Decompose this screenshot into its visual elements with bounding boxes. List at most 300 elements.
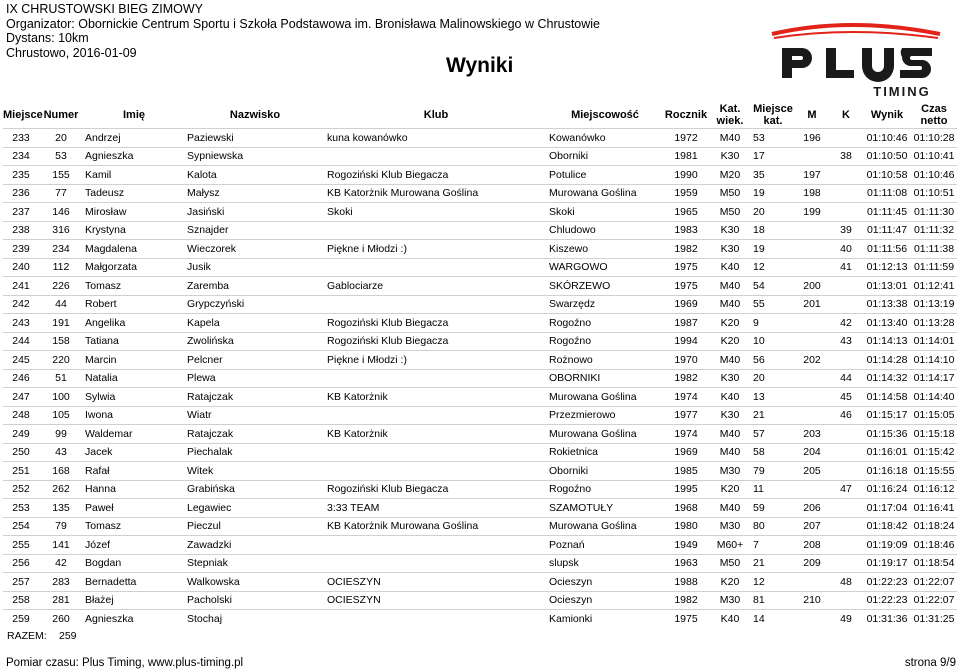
cell-place: 245 — [3, 351, 39, 370]
footer-page-number: strona 9/9 — [904, 657, 956, 669]
cell-city: Murowana Goślina — [547, 517, 663, 536]
cell-men-place — [795, 369, 829, 388]
cell-place: 233 — [3, 129, 39, 148]
cell-result: 01:16:01 — [863, 443, 911, 462]
table-row — [3, 425, 957, 444]
cell-age-category: M50 — [709, 554, 751, 573]
cell-result: 01:11:08 — [863, 184, 911, 203]
cell-club: KB Katorżnik Murowana Goślina — [325, 184, 547, 203]
cell-net-time: 01:15:05 — [911, 406, 957, 425]
cell-category-place: 14 — [751, 610, 795, 628]
cell-number: 44 — [39, 295, 83, 314]
cell-club: OCIESZYN — [325, 591, 547, 610]
cell-age-category: M50 — [709, 203, 751, 222]
table-row — [3, 462, 957, 481]
cell-category-place: 19 — [751, 240, 795, 259]
cell-firstname: Rafał — [83, 462, 185, 481]
cell-firstname: Natalia — [83, 369, 185, 388]
cell-men-place — [795, 314, 829, 333]
col-firstname: Imię — [122, 108, 145, 121]
cell-city: Murowana Goślina — [547, 388, 663, 407]
cell-men-place — [795, 240, 829, 259]
cell-women-place: 44 — [829, 369, 863, 388]
cell-club — [325, 369, 547, 388]
cell-lastname: Grypczyński — [185, 295, 325, 314]
cell-result: 01:16:18 — [863, 462, 911, 481]
cell-city: Rogoźno — [547, 332, 663, 351]
cell-club — [325, 295, 547, 314]
cell-category-place: 54 — [751, 277, 795, 296]
cell-club: KB Katorżnik Murowana Goślina — [325, 517, 547, 536]
cell-category-place: 57 — [751, 425, 795, 444]
cell-age-category: M60+ — [709, 536, 751, 555]
cell-club — [325, 406, 547, 425]
cell-firstname: Małgorzata — [83, 258, 185, 277]
cell-city: Kowanówko — [547, 129, 663, 148]
table-row — [3, 591, 957, 610]
cell-category-place: 17 — [751, 147, 795, 166]
cell-place: 255 — [3, 536, 39, 555]
cell-age-category: K30 — [709, 147, 751, 166]
cell-result: 01:11:45 — [863, 203, 911, 222]
cell-club: Gablociarze — [325, 277, 547, 296]
cell-men-place — [795, 147, 829, 166]
cell-firstname: Sylwia — [83, 388, 185, 407]
cell-place: 241 — [3, 277, 39, 296]
cell-result: 01:14:58 — [863, 388, 911, 407]
cell-result: 01:19:17 — [863, 554, 911, 573]
table-header-row — [3, 101, 957, 129]
cell-result: 01:13:40 — [863, 314, 911, 333]
cell-lastname: Witek — [185, 462, 325, 481]
cell-women-place: 48 — [829, 573, 863, 592]
cell-year: 1980 — [663, 517, 709, 536]
cell-firstname: Marcin — [83, 351, 185, 370]
cell-result: 01:18:42 — [863, 517, 911, 536]
cell-firstname: Tomasz — [83, 517, 185, 536]
cell-firstname: Bernadetta — [83, 573, 185, 592]
cell-city: Kiszewo — [547, 240, 663, 259]
cell-club: Rogoziński Klub Biegacza — [325, 332, 547, 351]
cell-net-time: 01:15:42 — [911, 443, 957, 462]
cell-year: 1974 — [663, 425, 709, 444]
cell-city: Rogoźno — [547, 314, 663, 333]
cell-lastname: Ratajczak — [185, 388, 325, 407]
col-number: Numer — [43, 108, 79, 121]
cell-place: 251 — [3, 462, 39, 481]
cell-city: Rokietnica — [547, 443, 663, 462]
cell-age-category: K20 — [709, 480, 751, 499]
cell-number: 158 — [39, 332, 83, 351]
cell-category-place: 20 — [751, 369, 795, 388]
cell-women-place: 46 — [829, 406, 863, 425]
cell-age-category: K30 — [709, 369, 751, 388]
cell-year: 1987 — [663, 314, 709, 333]
cell-firstname: Paweł — [83, 499, 185, 518]
summary-value: 259 — [59, 630, 77, 643]
table-row — [3, 351, 957, 370]
cell-age-category: K30 — [709, 221, 751, 240]
cell-net-time: 01:14:10 — [911, 351, 957, 370]
cell-result: 01:15:36 — [863, 425, 911, 444]
cell-firstname: Tatiana — [83, 332, 185, 351]
cell-men-place: 201 — [795, 295, 829, 314]
cell-category-place: 53 — [751, 129, 795, 148]
cell-lastname: Kapela — [185, 314, 325, 333]
cell-net-time: 01:16:41 — [911, 499, 957, 518]
cell-category-place: 21 — [751, 554, 795, 573]
cell-city: Murowana Goślina — [547, 184, 663, 203]
cell-men-place: 197 — [795, 166, 829, 185]
cell-category-place: 59 — [751, 499, 795, 518]
cell-result: 01:12:13 — [863, 258, 911, 277]
cell-number: 220 — [39, 351, 83, 370]
cell-net-time: 01:18:24 — [911, 517, 957, 536]
cell-place: 237 — [3, 203, 39, 222]
cell-net-time: 01:11:59 — [911, 258, 957, 277]
cell-number: 77 — [39, 184, 83, 203]
cell-category-place: 18 — [751, 221, 795, 240]
cell-place: 253 — [3, 499, 39, 518]
cell-age-category: K30 — [709, 406, 751, 425]
cell-women-place — [829, 351, 863, 370]
cell-result: 01:14:13 — [863, 332, 911, 351]
cell-lastname: Pieczul — [185, 517, 325, 536]
event-name: IX CHRUSTOWSKI BIEG ZIMOWY — [6, 2, 204, 16]
cell-category-place: 56 — [751, 351, 795, 370]
cell-men-place — [795, 406, 829, 425]
cell-year: 1970 — [663, 351, 709, 370]
cell-net-time: 01:18:54 — [911, 554, 957, 573]
cell-category-place: 12 — [751, 573, 795, 592]
cell-women-place — [829, 203, 863, 222]
cell-women-place: 47 — [829, 480, 863, 499]
cell-men-place — [795, 573, 829, 592]
cell-category-place: 79 — [751, 462, 795, 481]
cell-women-place — [829, 443, 863, 462]
cell-year: 1959 — [663, 184, 709, 203]
cell-lastname: Jasiński — [185, 203, 325, 222]
cell-firstname: Agnieszka — [83, 147, 185, 166]
cell-firstname: Błażej — [83, 591, 185, 610]
cell-lastname: Plewa — [185, 369, 325, 388]
cell-year: 1975 — [663, 258, 709, 277]
cell-women-place — [829, 591, 863, 610]
cell-age-category: K30 — [709, 240, 751, 259]
cell-age-category: M40 — [709, 351, 751, 370]
cell-category-place: 7 — [751, 536, 795, 555]
cell-year: 1982 — [663, 369, 709, 388]
cell-firstname: Tadeusz — [83, 184, 185, 203]
cell-lastname: Pacholski — [185, 591, 325, 610]
cell-women-place: 43 — [829, 332, 863, 351]
cell-result: 01:22:23 — [863, 591, 911, 610]
cell-age-category: M40 — [709, 443, 751, 462]
cell-place: 236 — [3, 184, 39, 203]
cell-result: 01:10:50 — [863, 147, 911, 166]
cell-category-place: 13 — [751, 388, 795, 407]
cell-women-place — [829, 554, 863, 573]
cell-place: 248 — [3, 406, 39, 425]
cell-number: 191 — [39, 314, 83, 333]
cell-club: kuna kowanówko — [325, 129, 547, 148]
cell-category-place: 9 — [751, 314, 795, 333]
cell-number: 53 — [39, 147, 83, 166]
cell-men-place — [795, 388, 829, 407]
cell-net-time: 01:15:55 — [911, 462, 957, 481]
cell-place: 257 — [3, 573, 39, 592]
cell-year: 1995 — [663, 480, 709, 499]
cell-age-category: M40 — [709, 129, 751, 148]
cell-firstname: Krystyna — [83, 221, 185, 240]
cell-women-place: 40 — [829, 240, 863, 259]
cell-city: SKÓRZEWO — [547, 277, 663, 296]
col-place: Miejsce — [3, 108, 43, 121]
col-lastname: Nazwisko — [229, 108, 281, 121]
cell-number: 112 — [39, 258, 83, 277]
cell-women-place — [829, 425, 863, 444]
cell-men-place: 210 — [795, 591, 829, 610]
cell-club — [325, 536, 547, 555]
cell-firstname: Hanna — [83, 480, 185, 499]
cell-result: 01:22:23 — [863, 573, 911, 592]
cell-women-place — [829, 277, 863, 296]
cell-year: 1963 — [663, 554, 709, 573]
table-row — [3, 240, 957, 259]
cell-city: Poznań — [547, 536, 663, 555]
cell-net-time: 01:16:12 — [911, 480, 957, 499]
cell-firstname: Iwona — [83, 406, 185, 425]
cell-number: 135 — [39, 499, 83, 518]
cell-place: 249 — [3, 425, 39, 444]
cell-city: Potulice — [547, 166, 663, 185]
cell-men-place: 207 — [795, 517, 829, 536]
table-row — [3, 388, 957, 407]
cell-place: 250 — [3, 443, 39, 462]
cell-lastname: Sznajder — [185, 221, 325, 240]
cell-net-time: 01:12:41 — [911, 277, 957, 296]
cell-club — [325, 443, 547, 462]
cell-result: 01:19:09 — [863, 536, 911, 555]
cell-firstname: Tomasz — [83, 277, 185, 296]
cell-lastname: Zwolińska — [185, 332, 325, 351]
cell-result: 01:11:56 — [863, 240, 911, 259]
cell-lastname: Zaremba — [185, 277, 325, 296]
cell-men-place — [795, 480, 829, 499]
summary-row — [3, 628, 957, 646]
cell-number: 100 — [39, 388, 83, 407]
cell-year: 1990 — [663, 166, 709, 185]
table-row — [3, 258, 957, 277]
cell-age-category: K40 — [709, 258, 751, 277]
cell-women-place — [829, 129, 863, 148]
cell-club: KB Katorżnik — [325, 388, 547, 407]
table-row — [3, 314, 957, 333]
cell-year: 1982 — [663, 591, 709, 610]
table-row — [3, 332, 957, 351]
cell-place: 256 — [3, 554, 39, 573]
cell-lastname: Jusik — [185, 258, 325, 277]
cell-city: Chludowo — [547, 221, 663, 240]
cell-age-category: K20 — [709, 314, 751, 333]
cell-year: 1988 — [663, 573, 709, 592]
cell-firstname: Bogdan — [83, 554, 185, 573]
cell-place: 234 — [3, 147, 39, 166]
cell-lastname: Stepniak — [185, 554, 325, 573]
cell-club — [325, 258, 547, 277]
cell-category-place: 21 — [751, 406, 795, 425]
logo-timing-text: TIMING — [873, 84, 931, 99]
cell-category-place: 81 — [751, 591, 795, 610]
cell-city: Rogoźno — [547, 480, 663, 499]
cell-city: Swarzędz — [547, 295, 663, 314]
cell-category-place: 19 — [751, 184, 795, 203]
cell-year: 1975 — [663, 277, 709, 296]
cell-number: 141 — [39, 536, 83, 555]
cell-women-place: 38 — [829, 147, 863, 166]
cell-women-place: 42 — [829, 314, 863, 333]
cell-result: 01:17:04 — [863, 499, 911, 518]
cell-men-place: 209 — [795, 554, 829, 573]
cell-men-place: 198 — [795, 184, 829, 203]
plus-timing-logo — [760, 20, 956, 104]
cell-net-time: 01:13:28 — [911, 314, 957, 333]
cell-firstname: Robert — [83, 295, 185, 314]
cell-lastname: Małysz — [185, 184, 325, 203]
cell-age-category: M40 — [709, 499, 751, 518]
cell-net-time: 01:31:25 — [911, 610, 957, 628]
cell-lastname: Zawadzki — [185, 536, 325, 555]
event-info — [6, 2, 600, 60]
cell-year: 1968 — [663, 499, 709, 518]
cell-firstname: Jacek — [83, 443, 185, 462]
cell-place: 244 — [3, 332, 39, 351]
table-row — [3, 610, 957, 628]
cell-city: OBORNIKI — [547, 369, 663, 388]
col-result: Wynik — [870, 108, 904, 121]
cell-net-time: 01:18:46 — [911, 536, 957, 555]
cell-category-place: 10 — [751, 332, 795, 351]
cell-club: Piękne i Młodzi :) — [325, 240, 547, 259]
cell-year: 1985 — [663, 462, 709, 481]
cell-lastname: Wiatr — [185, 406, 325, 425]
cell-category-place: 12 — [751, 258, 795, 277]
col-net-time: Czas netto — [920, 102, 948, 127]
cell-city: Skoki — [547, 203, 663, 222]
cell-place: 246 — [3, 369, 39, 388]
cell-city: slupsk — [547, 554, 663, 573]
cell-number: 43 — [39, 443, 83, 462]
cell-lastname: Ratajczak — [185, 425, 325, 444]
cell-number: 105 — [39, 406, 83, 425]
table-row — [3, 147, 957, 166]
cell-men-place: 200 — [795, 277, 829, 296]
cell-club: Rogoziński Klub Biegacza — [325, 166, 547, 185]
col-age-category: Kat. wiek. — [716, 102, 744, 127]
cell-lastname: Sypniewska — [185, 147, 325, 166]
cell-city: Oborniki — [547, 462, 663, 481]
cell-net-time: 01:13:19 — [911, 295, 957, 314]
cell-club — [325, 554, 547, 573]
cell-women-place — [829, 517, 863, 536]
cell-club: Piękne i Młodzi :) — [325, 351, 547, 370]
table-row — [3, 406, 957, 425]
cell-result: 01:14:28 — [863, 351, 911, 370]
col-club: Klub — [423, 108, 449, 121]
cell-number: 168 — [39, 462, 83, 481]
cell-number: 281 — [39, 591, 83, 610]
table-row — [3, 573, 957, 592]
cell-net-time: 01:14:01 — [911, 332, 957, 351]
cell-number: 79 — [39, 517, 83, 536]
cell-result: 01:31:36 — [863, 610, 911, 628]
cell-city: Rożnowo — [547, 351, 663, 370]
table-row — [3, 517, 957, 536]
cell-result: 01:16:24 — [863, 480, 911, 499]
cell-men-place: 196 — [795, 129, 829, 148]
cell-men-place — [795, 258, 829, 277]
cell-age-category: K40 — [709, 610, 751, 628]
table-row — [3, 221, 957, 240]
cell-club — [325, 147, 547, 166]
cell-women-place — [829, 462, 863, 481]
col-city: Miejscowość — [571, 108, 639, 121]
cell-year: 1969 — [663, 443, 709, 462]
cell-place: 242 — [3, 295, 39, 314]
cell-age-category: M30 — [709, 517, 751, 536]
cell-men-place: 206 — [795, 499, 829, 518]
cell-category-place: 35 — [751, 166, 795, 185]
cell-number: 20 — [39, 129, 83, 148]
cell-category-place: 80 — [751, 517, 795, 536]
cell-men-place: 205 — [795, 462, 829, 481]
cell-lastname: Pelcner — [185, 351, 325, 370]
cell-women-place — [829, 499, 863, 518]
cell-place: 235 — [3, 166, 39, 185]
cell-club: Skoki — [325, 203, 547, 222]
cell-club — [325, 221, 547, 240]
cell-number: 234 — [39, 240, 83, 259]
cell-number: 51 — [39, 369, 83, 388]
table-row — [3, 184, 957, 203]
cell-city: Ocieszyn — [547, 573, 663, 592]
table-row — [3, 554, 957, 573]
cell-net-time: 01:10:41 — [911, 147, 957, 166]
cell-firstname: Andrzej — [83, 129, 185, 148]
cell-women-place: 45 — [829, 388, 863, 407]
cell-firstname: Angelika — [83, 314, 185, 333]
cell-place: 240 — [3, 258, 39, 277]
cell-men-place: 202 — [795, 351, 829, 370]
table-row — [3, 129, 957, 148]
cell-age-category: M30 — [709, 591, 751, 610]
cell-result: 01:13:01 — [863, 277, 911, 296]
cell-city: Kamionki — [547, 610, 663, 628]
cell-year: 1983 — [663, 221, 709, 240]
cell-place: 239 — [3, 240, 39, 259]
results-table — [3, 101, 957, 645]
cell-number: 262 — [39, 480, 83, 499]
cell-city: SZAMOTUŁY — [547, 499, 663, 518]
cell-year: 1949 — [663, 536, 709, 555]
cell-number: 155 — [39, 166, 83, 185]
summary-label: RAZEM: — [7, 630, 47, 643]
cell-number: 260 — [39, 610, 83, 628]
cell-place: 247 — [3, 388, 39, 407]
cell-lastname: Stochaj — [185, 610, 325, 628]
cell-women-place: 39 — [829, 221, 863, 240]
cell-result: 01:11:47 — [863, 221, 911, 240]
